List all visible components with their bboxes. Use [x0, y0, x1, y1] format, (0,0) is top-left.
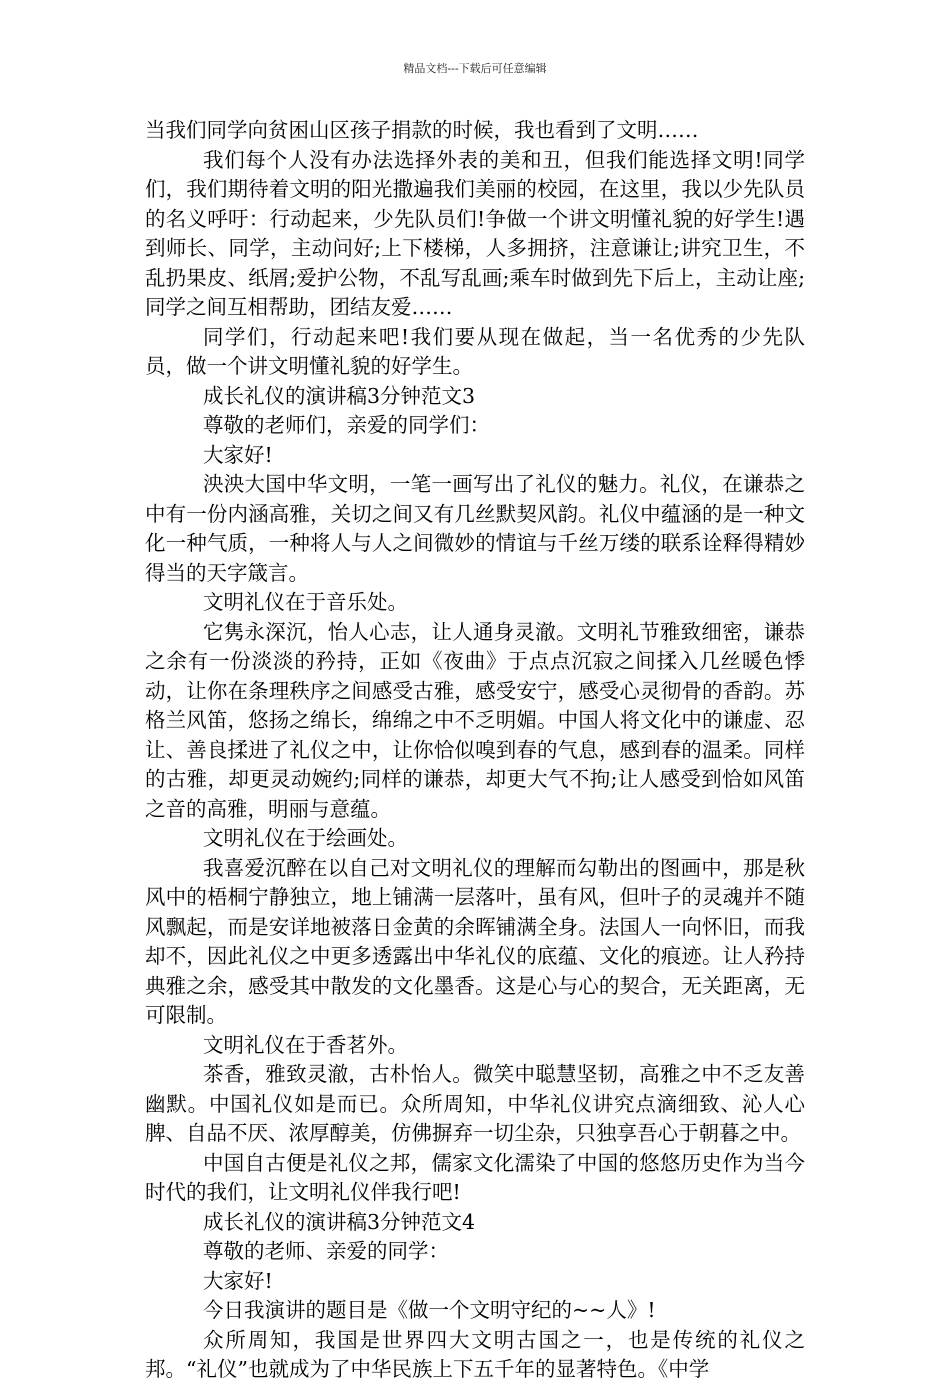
page-header: 精品文档---下载后可任意编辑: [403, 62, 547, 75]
paragraph: 文明礼仪在于绘画处。: [203, 826, 408, 850]
paragraph: 尊敬的老师们，亲爱的同学们：: [203, 413, 490, 437]
paragraph: 尊敬的老师、亲爱的同学：: [203, 1239, 449, 1263]
paragraph: 它隽永深沉，怡人心志，让人通身灵澈。文明礼节雅致细密，谦恭之余有一份淡淡的矜持，正如《夜曲》于点点沉寂之间揉入几丝暖色悸动，让你在条理秩序之间感受古雅，感受安宁，感受心灵彻骨的香韵。苏格兰风笛，悠扬之绵长，绵绵之中不乏明媚。中国人将文化中的谦虚、忍让、善良揉进了礼仪之中，让你恰似嗅到春的气息，感到春的温柔。同样的古雅，却更灵动婉约;同样的谦恭，却更大气不拘;让人感受到恰如风笛之音的高雅，明丽与意蕴。: [145, 619, 805, 821]
paragraph: 泱泱大国中华文明，一笔一画写出了礼仪的魅力。礼仪，在谦恭之中有一份内涵高雅，关切之间又有几丝默契风韵。礼仪中蕴涵的是一种文化一种气质，一种将人与人之间微妙的情谊与千丝万缕的联系诠释得精妙得当的天字箴言。: [145, 472, 805, 585]
paragraph: 成长礼仪的演讲稿3分钟范文3: [203, 383, 476, 408]
paragraph: 茶香，雅致灵澈，古朴怡人。微笑中聪慧坚韧，高雅之中不乏友善幽默。中国礼仪如是而已。众所周知，中华礼仪讲究点滴细致、沁人心脾、自品不厌、浓厚醇美，仿佛摒弃一切尘杂，只独享吾心于朝暮之中。: [145, 1062, 805, 1145]
paragraph: 当我们同学向贫困山区孩子捐款的时候，我也看到了文明……: [145, 118, 699, 142]
paragraph: 大家好!: [203, 1268, 273, 1293]
paragraph: 今日我演讲的题目是《做一个文明守纪的~~人》!: [203, 1298, 656, 1322]
paragraph: 我喜爱沉醉在以自己对文明礼仪的理解而勾勒出的图画中，那是秋风中的梧桐宁静独立，地上铺满一层落叶，虽有风，但叶子的灵魂并不随风飘起，而是安详地被落日金黄的余晖铺满全身。法国人一向怀旧，而我却不，因此礼仪之中更多透露出中华礼仪的底蕴、文化的痕迹。让人矜持典雅之余，感受其中散发的文化墨香。这是心与心的契合，无关距离，无可限制。: [145, 855, 805, 1027]
paragraph: 同学们，行动起来吧!我们要从现在做起，当一名优秀的少先队员，做一个讲文明懂礼貌的好学生。: [145, 324, 805, 378]
paragraph: 文明礼仪在于音乐处。: [203, 590, 408, 614]
paragraph: 中国自古便是礼仪之邦，儒家文化濡染了中国的悠悠历史作为当今时代的我们，让文明礼仪伴我行吧!: [145, 1150, 805, 1204]
paragraph: 成长礼仪的演讲稿3分钟范文4: [203, 1209, 476, 1234]
paragraph: 文明礼仪在于香茗外。: [203, 1032, 408, 1057]
paragraph: 大家好!: [203, 442, 273, 467]
paragraph: 众所周知，我国是世界四大文明古国之一，也是传统的礼仪之邦。“礼仪”也就成为了中华民族上下五千年的显著特色。《中学: [145, 1327, 805, 1381]
document-body: [145, 116, 805, 1385]
paragraph: 我们每个人没有办法选择外表的美和丑，但我们能选择文明!同学们，我们期待着文明的阳光撒遍我们美丽的校园，在这里，我以少先队员的名义呼吁：行动起来，少先队员们!争做一个讲文明懂礼貌的好学生!遇到师长、同学，主动问好;上下楼梯，人多拥挤，注意谦让;讲究卫生，不乱扔果皮、纸屑;爱护公物，不乱写乱画;乘车时做到先下后上，主动让座;同学之间互相帮助，团结友爱……: [145, 147, 805, 319]
